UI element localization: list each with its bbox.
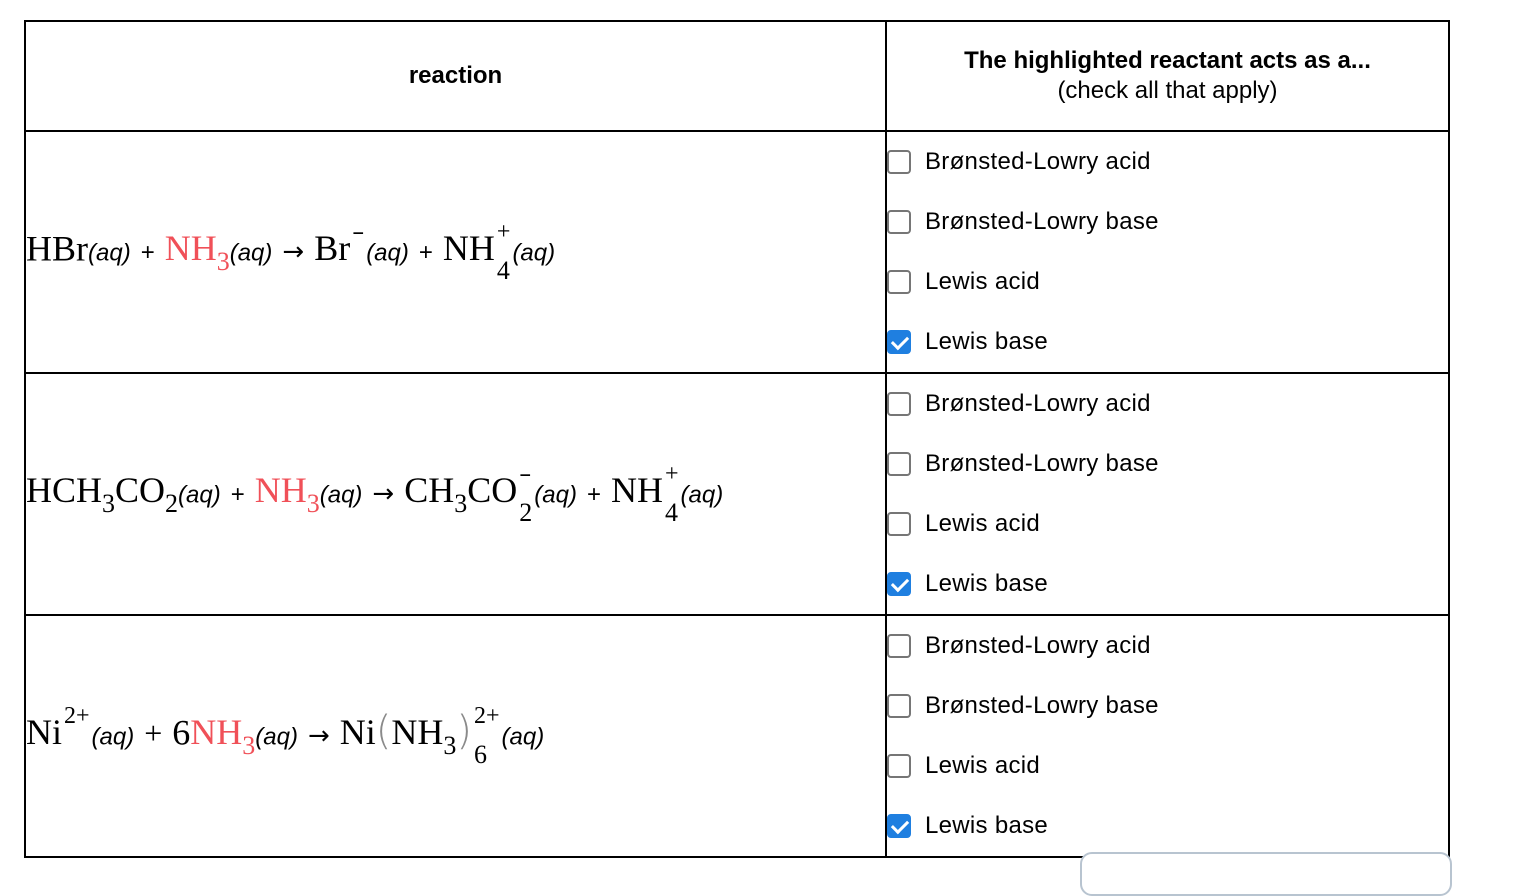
phase: (aq) [255, 723, 298, 751]
phase: (aq) [88, 239, 131, 267]
option-bronsted-acid[interactable]: Brønsted-Lowry acid [887, 374, 1448, 434]
role-column-header [886, 21, 1449, 131]
formula-nh4: NH + 4 [442, 219, 511, 285]
option-bronsted-acid[interactable]: Brønsted-Lowry acid [887, 132, 1448, 192]
reaction-cell-1 [25, 131, 886, 373]
option-lewis-base[interactable]: Lewis base [887, 796, 1448, 856]
option-lewis-acid[interactable]: Lewis acid [887, 252, 1448, 312]
formula-ni-ion: Ni 2+ [26, 703, 90, 753]
reaction-row-1 [25, 131, 1449, 373]
equation-2 [26, 460, 724, 527]
options-cell-1 [886, 131, 1449, 373]
option-lewis-base[interactable]: Lewis base [887, 554, 1448, 614]
checkbox[interactable] [887, 150, 911, 174]
plus-sign: + [140, 239, 155, 267]
checkbox[interactable] [887, 754, 911, 778]
reaction-row-2 [25, 373, 1449, 615]
bottom-button-edge[interactable] [1080, 852, 1452, 896]
option-bronsted-base[interactable]: Brønsted-Lowry base [887, 676, 1448, 736]
phase: (aq) [680, 481, 724, 509]
formula-br: Br – [314, 218, 365, 269]
header-row [25, 21, 1449, 131]
phase: (aq) [91, 723, 135, 751]
formula-hbr: HBr [26, 228, 88, 269]
checkbox[interactable] [887, 572, 911, 596]
checkbox[interactable] [887, 270, 911, 294]
reaction-arrow: → [307, 721, 330, 752]
reaction-table [24, 20, 1450, 858]
coefficient: 6 [172, 712, 191, 753]
checkbox[interactable] [887, 814, 911, 838]
formula-nh4: NH + 4 [610, 461, 679, 527]
equation-1 [26, 218, 556, 285]
highlighted-reactant-nh3: $NH_3$ [254, 470, 320, 519]
plus-sign: + [586, 481, 601, 509]
highlighted-reactant-nh3: $NH_3$ [164, 228, 230, 277]
option-bronsted-base[interactable]: Brønsted-Lowry base [887, 192, 1448, 252]
option-lewis-acid[interactable]: Lewis acid [887, 736, 1448, 796]
checkbox[interactable] [887, 330, 911, 354]
option-lewis-base[interactable]: Lewis base [887, 312, 1448, 372]
checkbox[interactable] [887, 452, 911, 476]
plus-sign: + [144, 715, 163, 752]
reaction-arrow: → [282, 237, 305, 268]
options-cell-2 [886, 373, 1449, 615]
option-lewis-acid[interactable]: Lewis acid [887, 494, 1448, 554]
option-bronsted-acid[interactable]: Brønsted-Lowry acid [887, 616, 1448, 676]
formula-ch3co2: $CH_3CO$ – 2 [404, 460, 533, 527]
reaction-cell-2 [25, 373, 886, 615]
options-cell-3 [886, 615, 1449, 857]
phase: (aq) [229, 239, 273, 267]
phase: (aq) [512, 239, 556, 267]
reaction-arrow: → [372, 479, 395, 510]
checkbox[interactable] [887, 694, 911, 718]
reaction-column-header: reaction [25, 21, 886, 131]
phase: (aq) [178, 481, 221, 509]
formula-hch3co2: $HCH_3CO_2$ [26, 470, 179, 519]
role-header-title: The highlighted reactant acts as a... [964, 47, 1371, 74]
checkbox[interactable] [887, 210, 911, 234]
equation-3 [26, 703, 545, 769]
plus-sign: + [418, 239, 433, 267]
highlighted-reactant-nh3: $NH_3$ [190, 712, 256, 761]
reaction-cell-3 [25, 615, 886, 857]
phase: (aq) [366, 239, 409, 267]
phase: (aq) [319, 481, 363, 509]
option-bronsted-base[interactable]: Brønsted-Lowry base [887, 434, 1448, 494]
plus-sign: + [230, 481, 245, 509]
formula-ni-complex: $Ni(NH_3)$ 2+ 6 [339, 703, 500, 769]
role-header-subtitle: (check all that apply) [1057, 77, 1278, 104]
checkbox[interactable] [887, 634, 911, 658]
phase: (aq) [501, 723, 545, 751]
checkbox[interactable] [887, 392, 911, 416]
phase: (aq) [534, 481, 577, 509]
checkbox[interactable] [887, 512, 911, 536]
reaction-row-3 [25, 615, 1449, 857]
